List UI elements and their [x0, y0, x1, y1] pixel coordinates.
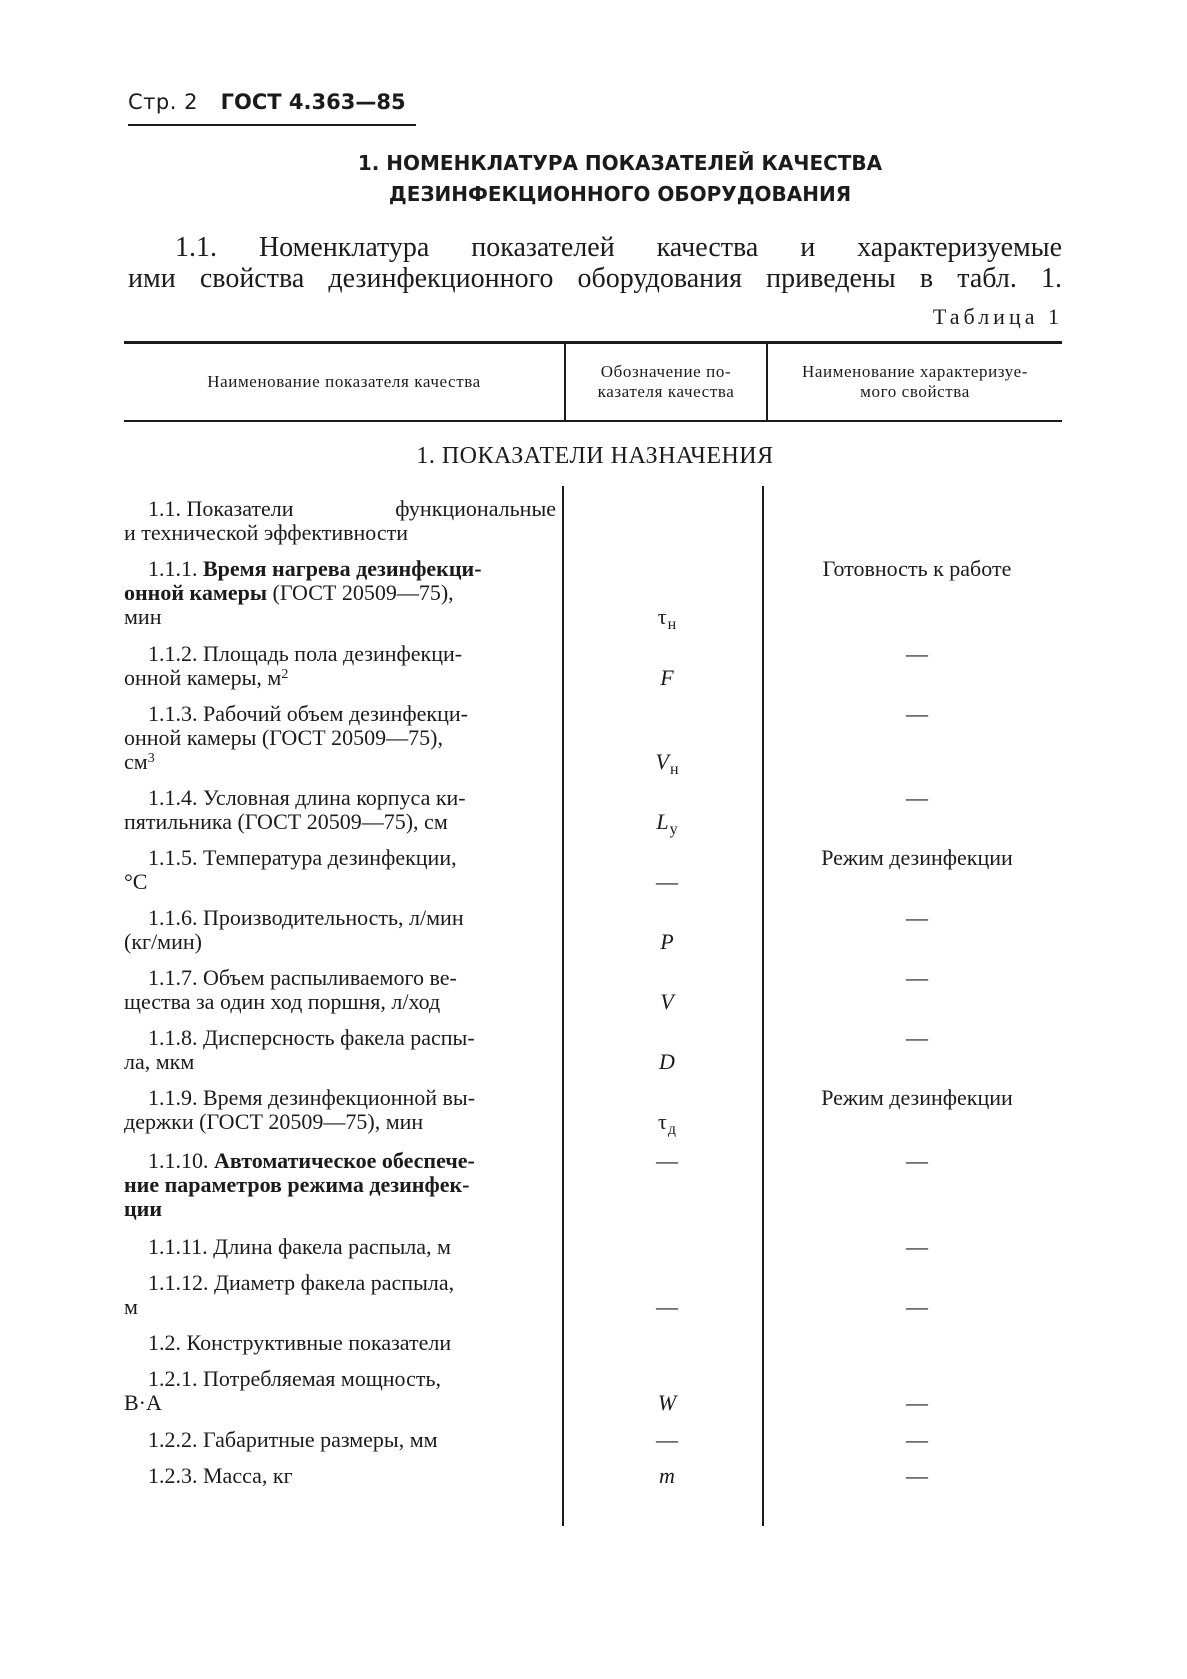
indicator-symbol [566, 1110, 768, 1137]
name-part: 1.1. Показатели [148, 496, 294, 521]
indicator-name [124, 1464, 556, 1488]
property-name: — [906, 701, 928, 726]
name-line: 1.1.5. Температура дезинфекции, [148, 845, 457, 870]
name-line: мин [124, 604, 162, 629]
name-line: 1.2. Конструктивные показатели [148, 1330, 452, 1355]
indicator-name [124, 1026, 556, 1074]
intro-line1: 1.1. Номенклатура показателей качества и характеризуемые [175, 232, 1062, 263]
indicator-name [124, 906, 556, 954]
name-line: м [124, 1294, 138, 1319]
indicator-symbol: m [659, 1463, 675, 1488]
indicator-name [124, 497, 556, 545]
indicator-symbol: — [656, 1427, 678, 1452]
indicator-symbol: V [660, 989, 674, 1014]
name-line: держки (ГОСТ 20509—75), мин [124, 1109, 424, 1134]
indicator-symbol [566, 750, 768, 777]
indicator-name [124, 557, 556, 629]
table-top-rule [124, 341, 1062, 344]
group-title: 1. ПОКАЗАТЕЛИ НАЗНАЧЕНИЯ [416, 443, 774, 469]
name-line: ла, мкм [124, 1049, 195, 1074]
indicator-name [124, 1428, 556, 1452]
property-name: — [906, 1025, 928, 1050]
indicator-name [124, 786, 556, 834]
property-name: Режим дезинфекции [821, 1085, 1013, 1110]
name-line: 1.1.12. Диаметр факела распыла, [148, 1270, 455, 1295]
indicator-name [124, 966, 556, 1014]
indicator-symbol [566, 605, 768, 632]
item-number: 1.1.1. [148, 556, 198, 581]
property-name: — [906, 641, 928, 666]
table-header-rule [124, 420, 1062, 422]
col-header-symbol [566, 362, 766, 402]
indicator-symbol: — [656, 1294, 678, 1319]
indicator-name [124, 846, 556, 894]
name-bold: Автоматическое обеспече- [214, 1148, 475, 1173]
property-name: Режим дезинфекции [821, 845, 1013, 870]
name-line: °С [124, 869, 148, 894]
name-part: функциональные [395, 496, 556, 521]
symbol-main: τ [658, 1109, 667, 1134]
section-title-line2: ДЕЗИНФЕКЦИОННОГО ОБОРУДОВАНИЯ [388, 182, 852, 206]
indicator-symbol: P [660, 929, 674, 954]
property-name: — [906, 1234, 928, 1259]
name-bold: ние параметров режима дезинфек- [124, 1172, 470, 1197]
page-number: Стр. 2 [128, 90, 198, 114]
indicator-symbol: — [656, 1148, 678, 1173]
table-label: Таблица 1 [932, 304, 1063, 329]
name-line: щества за один ход поршня, л/ход [124, 989, 441, 1014]
col-header-name: Наименование показателя качества [207, 372, 481, 391]
property-name: — [906, 1427, 928, 1452]
symbol-main: L [656, 809, 669, 834]
page-header [128, 90, 406, 114]
property-name: — [906, 1390, 928, 1415]
name-line: В·А [124, 1390, 162, 1415]
name-part: см [124, 749, 148, 774]
symbol-sub: д [667, 1121, 676, 1138]
column-divider-1 [562, 486, 564, 1526]
symbol-main: V [655, 749, 669, 774]
col-header-property [768, 362, 1062, 402]
name-part: (ГОСТ 20509—75), [267, 580, 454, 605]
name-line: 1.1.6. Производительность, л/мин [148, 905, 464, 930]
indicator-name [124, 1271, 556, 1319]
name-line: (кг/мин) [124, 929, 202, 954]
property-name: Готовность к работе [822, 556, 1012, 581]
superscript: 2 [281, 667, 289, 682]
indicator-name [124, 1367, 556, 1415]
standard-id: ГОСТ 4.363—85 [220, 90, 406, 114]
section-title-line1: 1. НОМЕНКЛАТУРА ПОКАЗАТЕЛЕЙ КАЧЕСТВА [357, 151, 883, 175]
indicator-name [124, 702, 556, 774]
name-line: 1.1.11. Длина факела распыла, м [148, 1234, 451, 1259]
section-title [250, 148, 990, 210]
header-underline [128, 124, 416, 126]
name-line: 1.1.8. Дисперсность факела распы- [148, 1025, 475, 1050]
indicator-name [124, 1235, 556, 1259]
name-line: 1.1.2. Площадь пола дезинфекци- [148, 641, 463, 666]
col-header-symbol-line2: казателя качества [597, 382, 735, 401]
symbol-sub: н [669, 761, 679, 778]
name-line: 1.2.2. Габаритные размеры, мм [148, 1427, 438, 1452]
name-bold: онной камеры [124, 580, 268, 605]
col-header-property-line1: Наименование характеризуе- [801, 362, 1029, 381]
property-name: — [906, 1294, 928, 1319]
indicator-name [124, 1331, 556, 1355]
item-number: 1.1.10. [148, 1148, 209, 1173]
name-part: онной камеры, м [124, 665, 282, 690]
intro-line2: ими свойства дезинфекционного оборудования приведены в табл. 1. [128, 263, 1062, 294]
superscript: 3 [147, 751, 155, 766]
property-name: — [906, 1148, 928, 1173]
name-line: 1.1.3. Рабочий объем дезинфекци- [148, 701, 468, 726]
name-bold: ции [124, 1196, 163, 1221]
property-name: — [906, 965, 928, 990]
symbol-sub: н [667, 616, 677, 633]
col-header-symbol-line1: Обозначение по- [600, 362, 732, 381]
name-line: пятильника (ГОСТ 20509—75), см [124, 809, 448, 834]
name-bold: Время нагрева дезинфекци- [203, 556, 482, 581]
symbol-main: τ [657, 604, 667, 629]
name-line: 1.2.3. Масса, кг [148, 1463, 293, 1488]
name-line: 1.1.4. Условная длина корпуса ки- [148, 785, 466, 810]
name-line: 1.1.9. Время дезинфекционной вы- [148, 1085, 476, 1110]
name-line: и технической эффективности [124, 520, 409, 545]
symbol-sub: у [669, 821, 678, 838]
property-name: — [906, 1463, 928, 1488]
col-header-property-line2: мого свойства [860, 382, 970, 401]
indicator-symbol: — [656, 869, 678, 894]
indicator-symbol: W [657, 1390, 677, 1415]
intro-paragraph [128, 232, 1062, 294]
indicator-name [124, 1149, 556, 1221]
name-line: 1.1.7. Объем распыливаемого ве- [148, 965, 457, 990]
property-name: — [906, 905, 928, 930]
indicator-symbol: D [659, 1049, 675, 1074]
name-line: онной камеры (ГОСТ 20509—75), [124, 725, 443, 750]
name-line: 1.2.1. Потребляемая мощность, [148, 1366, 442, 1391]
indicator-name [124, 1086, 556, 1134]
indicator-name [124, 642, 556, 690]
indicator-symbol: F [660, 665, 674, 690]
property-name: — [906, 785, 928, 810]
indicator-symbol [566, 810, 768, 837]
